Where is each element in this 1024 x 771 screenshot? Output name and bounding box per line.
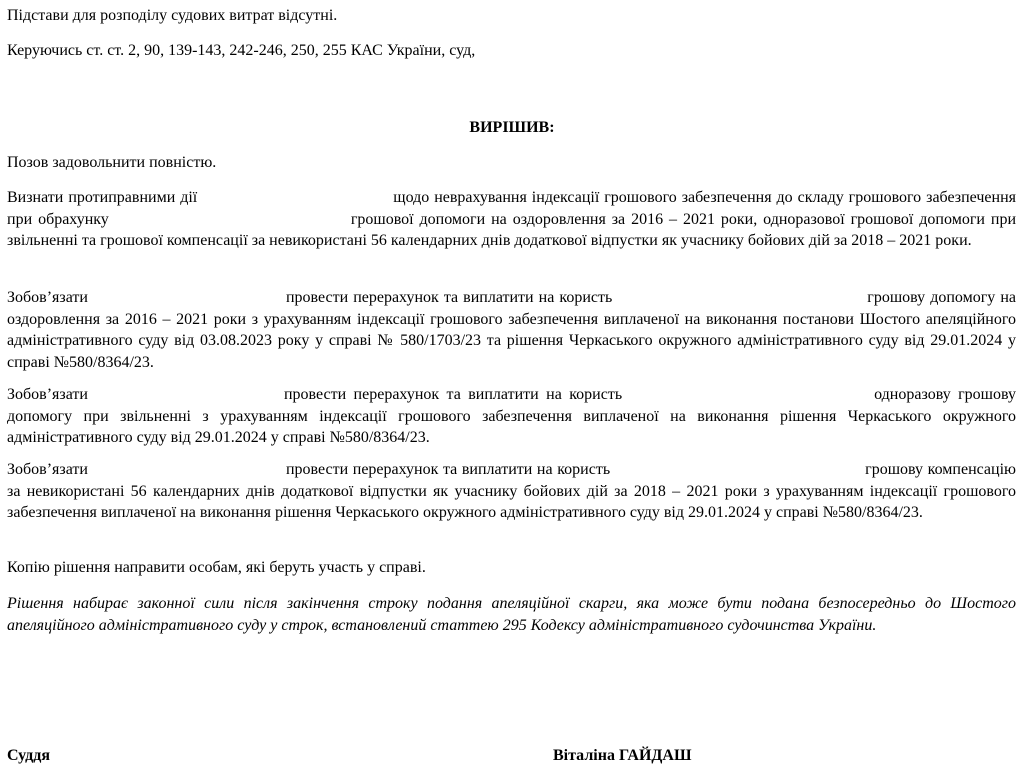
text-fragment: провести перерахунок та виплатити на користь — [283, 386, 623, 403]
text-fragment: Зобов’язати — [7, 461, 88, 478]
text-fragment: Зобов’язати — [7, 289, 88, 306]
text-fragment: грошову компенсацію за невикористані 56 календарних днів додаткової відпустки як учаснику бойових дій за 2018 – 2021 роки з урахуванням індексації грошового забезпечення виплаченої на виконання рішення Черкаського окружного адміністративного суду від 29.01.2024 у справі №580/8364/23. — [7, 461, 1016, 521]
text-fragment: одноразову грошову допомогу при звільненні з урахуванням індексації грошового забезпечення виплаченої на виконання рішення Черкаського окружного адміністративного суду від 29.01.2024 у справі №580/8364/23. — [7, 386, 1017, 446]
paragraph-recognize-unlawful — [7, 187, 1016, 252]
paragraph-oblige-compensation — [7, 459, 1016, 524]
signature-role: Суддя — [7, 747, 50, 764]
text-fragment: щодо неврахування індексації грошового забезпечення до складу грошового забезпечення при обрахунку — [7, 189, 1017, 228]
paragraph-satisfy-claim: Позов задовольнити повністю. — [7, 154, 217, 171]
paragraph-oblige-dismissal-aid — [7, 384, 1016, 449]
text-fragment: грошову допомогу на оздоровлення за 2016 – 2021 роки з урахуванням індексації грошового забезпечення виплаченої на виконання постанови Шостого апеляційного адміністративного суду від 03.08.2023 року у справі № 580/1703/23 та рішення Черкаського окружного адміністративного суду від 29.01.2024 у справі №580/8364/23. — [7, 289, 1017, 371]
text-fragment: провести перерахунок та виплатити на користь — [285, 461, 611, 478]
paragraph-send-copy: Копію рішення направити особам, які беруть участь у справі. — [7, 559, 426, 576]
paragraph-no-costs: Підстави для розподілу судових витрат відсутні. — [7, 7, 338, 24]
paragraph-oblige-health-aid — [7, 287, 1016, 373]
paragraph-entry-into-force: Рішення набирає законної сили після закінчення строку подання апеляційної скарги, яка може бути подана безпосередньо до Шостого апеляційного адміністративного суду у строк, встановлений статтею 295 Кодексу адміністративного судочинства України. — [7, 595, 1016, 634]
paragraph-guided-by: Керуючись ст. ст. 2, 90, 139-143, 242-246, 250, 255 КАС України, суд, — [7, 42, 476, 59]
text-fragment: грошової допомоги на оздоровлення за 2016 – 2021 роки, одноразової грошової допомоги при звільненні та грошової компенсації за невикористані 56 календарних днів додаткової відпустки як учаснику бойових дій за 2018 – 2021 роки. — [7, 210, 1016, 249]
decision-heading: ВИРІШИВ: — [469, 119, 555, 136]
text-fragment: Зобов’язати — [7, 386, 88, 403]
text-fragment: Визнати протиправними дії — [7, 189, 198, 206]
signature-name: Віталіна ГАЙДАШ — [553, 747, 692, 764]
text-fragment: провести перерахунок та виплатити на користь — [285, 289, 613, 306]
